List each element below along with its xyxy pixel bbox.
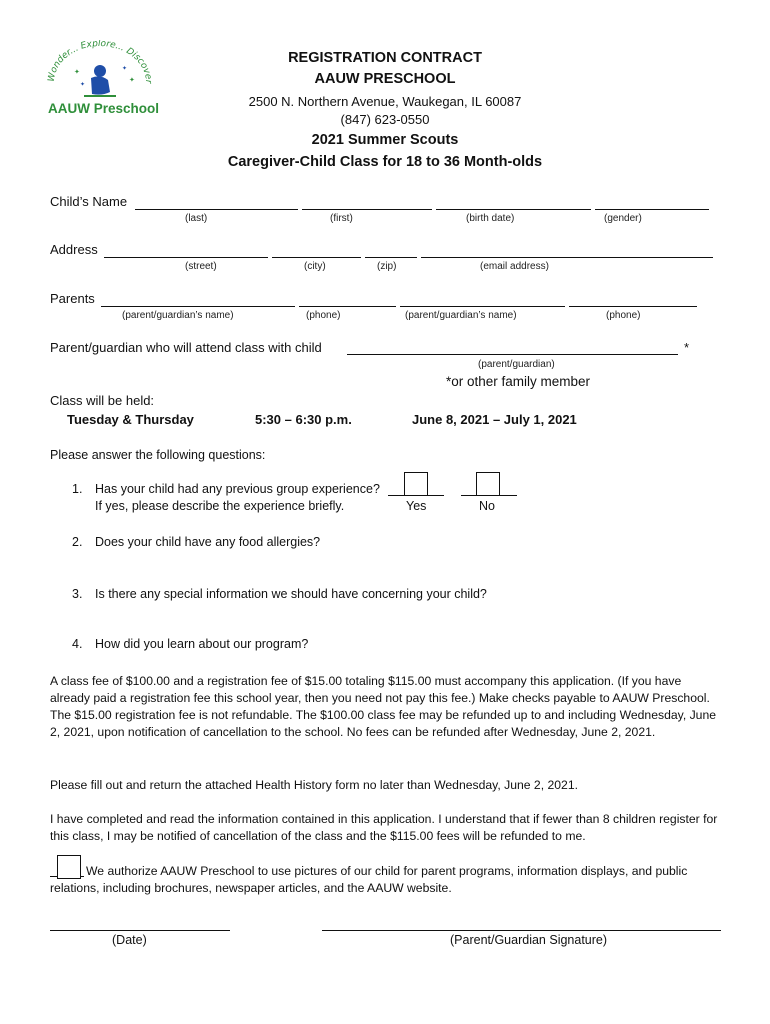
signature-label: (Parent/Guardian Signature) [450,933,608,947]
attendee-field[interactable] [347,354,678,355]
program-title: 2021 Summer Scouts [311,132,459,148]
logo-arc-text: Wonder... Explore... Discover [46,40,154,84]
hint-street: (street) [185,261,217,272]
hint-last: (last) [185,213,208,224]
no-checkbox[interactable] [476,472,500,496]
logo-name: AAUW Preschool [48,101,160,116]
attendee-label: Parent/guardian who will attend class with child [50,340,322,355]
signature-field[interactable] [322,930,721,931]
fees-paragraph: A class fee of $100.00 and a registration fee of $15.00 totaling $115.00 must accompany this application. (If you have already paid a registration fee this school year, then you need not pay this fee.) Make checks payable to AAUW Preschool. The $15.00 registration fee is not refundable. The $100.00 class fee may be refunded up to and including Wednesday, June 2, 2021, upon notification of cancellation to the school. No fees can be refunded after Wednesday, June 2, 2021. [50,674,717,739]
address-label: Address [50,242,98,257]
yes-label: Yes [406,499,427,513]
hint-first: (first) [330,213,353,224]
parent1-phone-field[interactable] [299,306,396,307]
attendee-asterisk: * [684,340,690,355]
photo-consent-paragraph: We authorize AAUW Preschool to use pictures of our child for parent programs, information displays, and public relations, including brochures, newspaper articles, and the AAUW website. [50,864,688,895]
header-phone: (847) 623-0550 [340,112,430,127]
child-first-field[interactable] [302,209,432,210]
question-1-number: 1. [72,482,83,496]
address-city-field[interactable] [272,257,361,258]
health-form-paragraph: Please fill out and return the attached Health History form no later than Wednesday, June 2, 2021. [50,778,578,792]
parent2-phone-field[interactable] [569,306,697,307]
question-1-text: Has your child had any previous group experience? [95,482,380,496]
logo [44,40,160,120]
hint-parent2-name: (parent/guardian’s name) [405,310,517,321]
svg-text:✦: ✦ [80,82,86,88]
svg-text:✦: ✦ [129,77,135,84]
program-subtitle: Caregiver-Child Class for 18 to 36 Month-olds [227,154,543,170]
address-zip-field[interactable] [365,257,417,258]
parent1-name-field[interactable] [101,306,295,307]
date-label: (Date) [112,933,147,947]
schedule-label: Class will be held: [50,393,155,408]
svg-text:✦: ✦ [122,66,128,72]
parents-label: Parents [50,291,95,306]
header-title-1: REGISTRATION CONTRACT [288,50,482,66]
address-street-field[interactable] [104,257,268,258]
hint-gender: (gender) [604,213,642,224]
question-3-number: 3. [72,587,83,601]
address-email-field[interactable] [421,257,713,258]
question-3-text: Is there any special information we should have concerning your child? [95,587,487,601]
date-field[interactable] [50,930,230,931]
attendee-note: *or other family member [446,374,591,389]
question-1-subtext: If yes, please describe the experience briefly. [95,499,345,513]
child-gender-field[interactable] [595,209,709,210]
question-4-text: How did you learn about our program? [95,637,309,651]
questions-intro: Please answer the following questions: [50,448,266,462]
question-2-text: Does your child have any food allergies? [95,535,321,549]
schedule-days: Tuesday & Thursday [67,412,194,427]
question-4-number: 4. [72,637,83,651]
hint-city: (city) [304,261,326,272]
header-title-2: AAUW PRESCHOOL [314,71,456,87]
child-last-field[interactable] [135,209,298,210]
hint-attendee: (parent/guardian) [478,359,555,370]
schedule-dates: June 8, 2021 – July 1, 2021 [412,412,577,427]
hint-parent1-phone: (phone) [306,310,341,321]
yes-checkbox[interactable] [404,472,428,496]
no-label: No [479,499,495,513]
parent2-name-field[interactable] [400,306,565,307]
acknowledgement-paragraph: I have completed and read the information contained in this application. I understand that if fewer than 8 children register for this class, I may be notified of cancellation of the class and the $115.00 fees will be refunded to me. [50,812,718,843]
question-2-number: 2. [72,535,83,549]
child-name-label: Child’s Name [50,194,128,209]
header-address: 2500 N. Northern Avenue, Waukegan, IL 60087 [248,94,522,109]
hint-birth-date: (birth date) [466,213,515,224]
svg-text:✦: ✦ [74,69,80,76]
hint-parent1-name: (parent/guardian’s name) [122,310,234,321]
hint-email: (email address) [480,261,549,272]
hint-zip: (zip) [377,261,397,272]
schedule-time: 5:30 – 6:30 p.m. [255,412,352,427]
child-birthdate-field[interactable] [436,209,591,210]
hint-parent2-phone: (phone) [606,310,641,321]
